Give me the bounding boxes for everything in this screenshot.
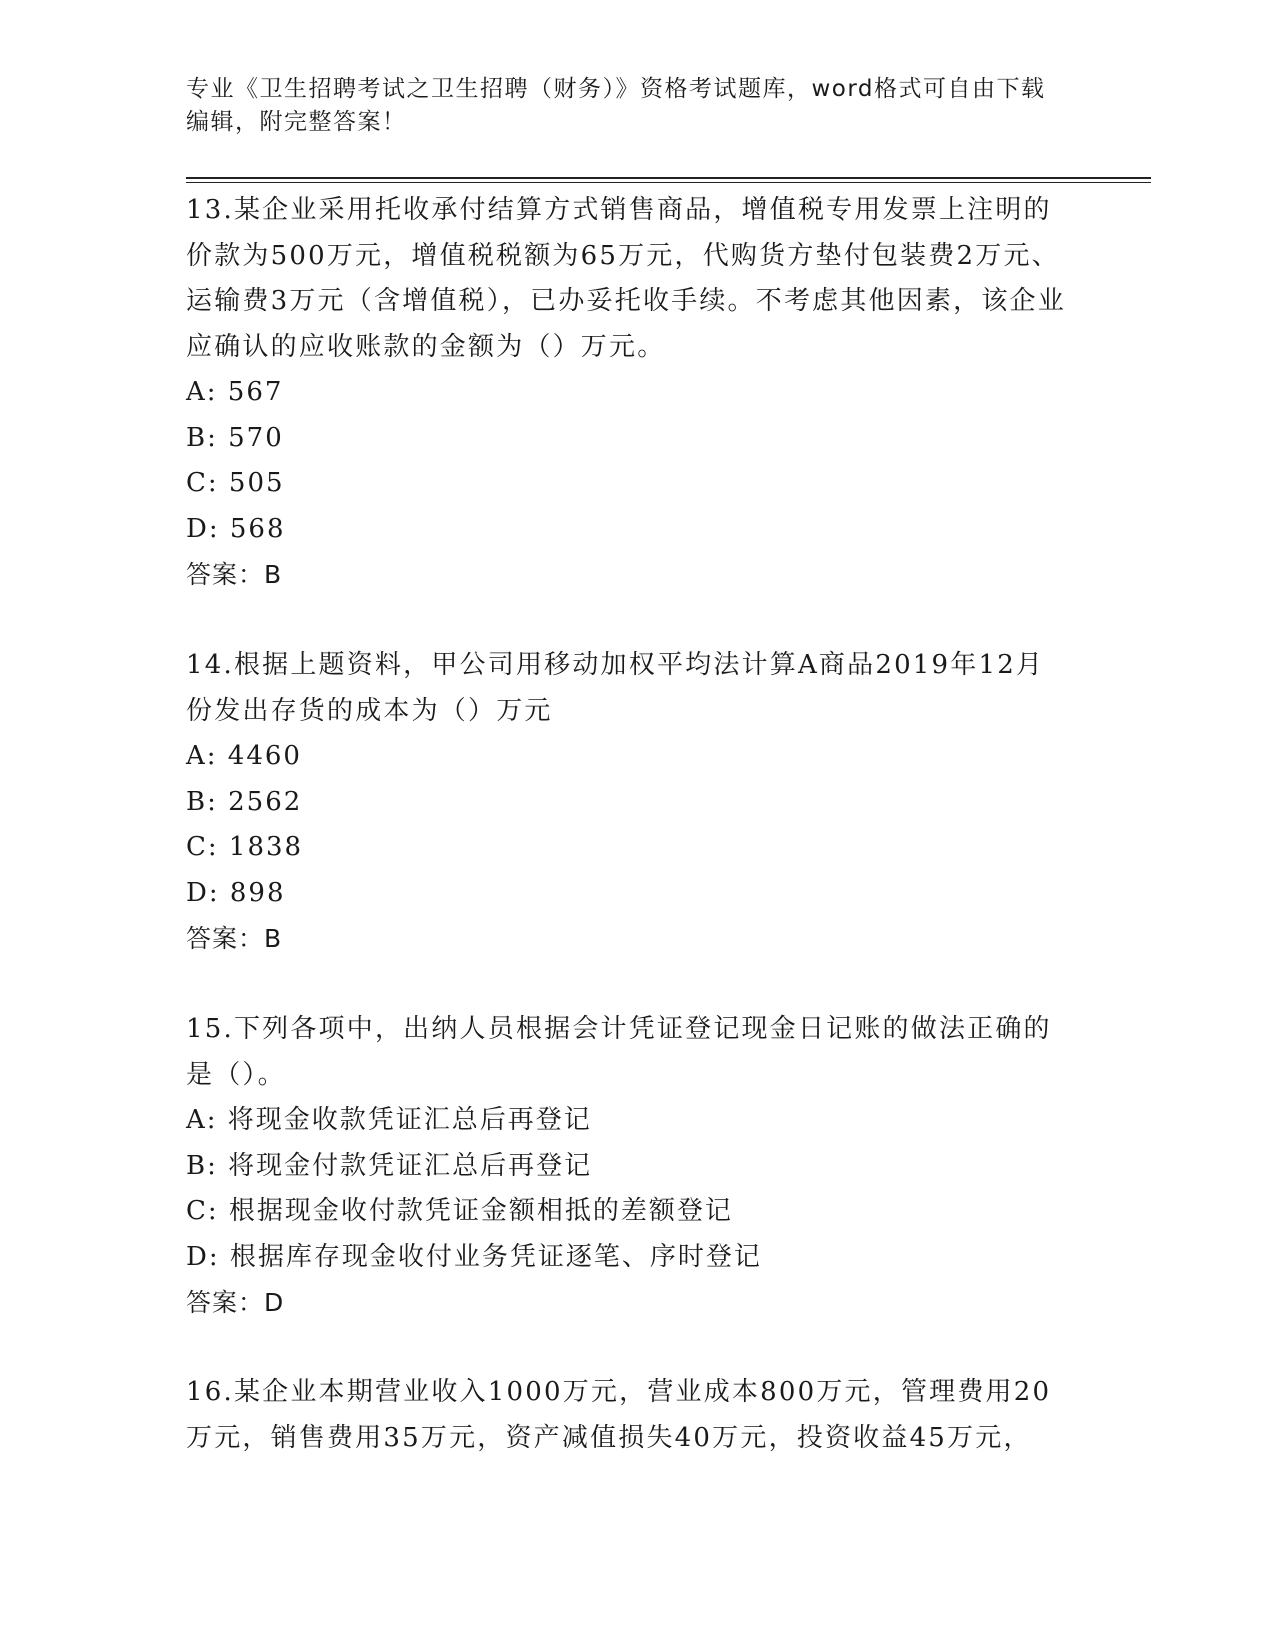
option-d: D: 根据库存现金收付业务凭证逐笔、序时登记 [186,1241,762,1272]
question-15 [186,1007,1066,1326]
option-b: B: 将现金付款凭证汇总后再登记 [186,1150,593,1181]
option-a: A: 将现金收款凭证汇总后再登记 [186,1105,592,1135]
option-a: A: 567 [186,377,284,407]
question-16 [186,1370,1066,1461]
header-divider-thin [186,182,1151,183]
option-d: D: 568 [186,513,286,544]
option-d: D: 898 [186,877,286,908]
option-b: B: 2562 [186,786,303,817]
question-stem: 14.根据上题资料，甲公司用移动加权平均法计算A商品2019年12月份发出存货的成本为（）万元 [186,650,1045,726]
answer-line: 答案：B [186,924,283,953]
option-c: C: 505 [186,468,285,498]
option-c: C: 根据现金收付款凭证金额相抵的差额登记 [186,1196,733,1226]
option-a: A: 4460 [186,741,302,771]
question-stem: 13.某企业采用托收承付结算方式销售商品，增值税专用发票上注明的价款为500万元，增值税税额为65万元，代购货方垫付包装费2万元、运输费3万元（含增值税），已办妥托收手续。不考虑其他因素，该企业应确认的应收账款的金额为（）万元。 [186,195,1066,362]
document-header: 专业《卫生招聘考试之卫生招聘（财务）》资格考试题库，word格式可自由下载编辑，附完整答案！ [186,76,1046,135]
header-divider-thick [186,177,1151,179]
question-stem: 15.下列各项中，出纳人员根据会计凭证登记现金日记账的做法正确的是（）。 [186,1014,1052,1090]
answer-line: 答案：D [186,1288,285,1317]
answer-line: 答案：B [186,560,283,589]
option-b: B: 570 [186,422,284,453]
option-c: C: 1838 [186,832,304,862]
question-13 [186,188,1066,598]
question-14 [186,643,1066,962]
question-stem: 16.某企业本期营业收入1000万元，营业成本800万元，管理费用20万元，销售费用35万元，资产减值损失40万元，投资收益45万元， [186,1377,1052,1453]
